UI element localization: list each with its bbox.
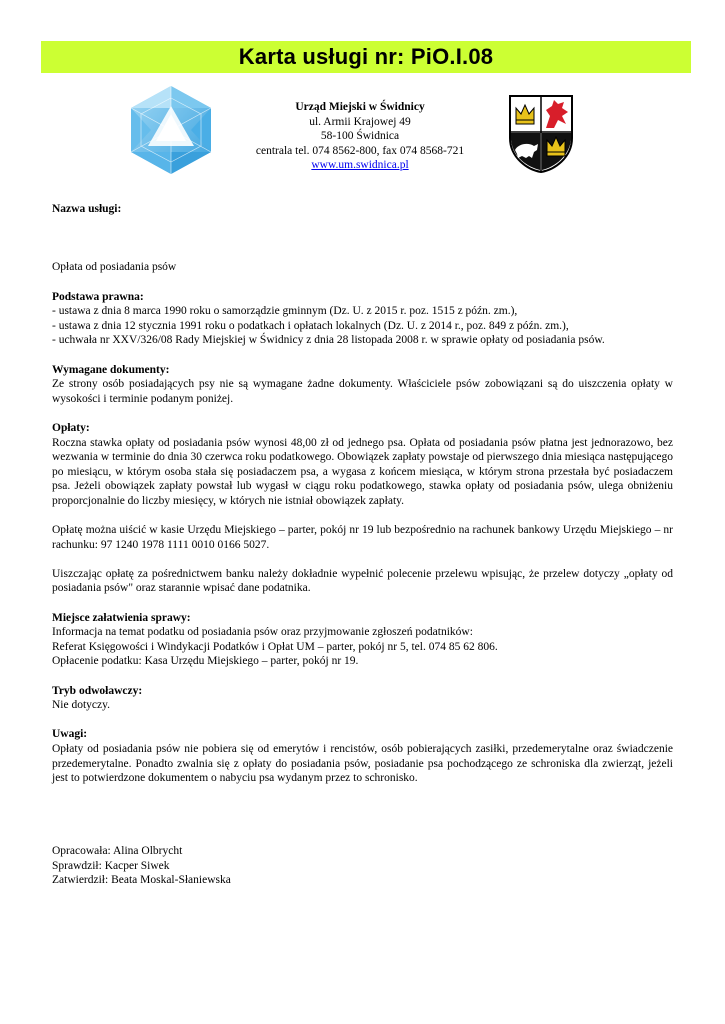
appeal-label: Tryb odwoławczy: — [52, 684, 143, 697]
service-name-value: Opłata od posiadania psów — [52, 261, 177, 274]
office-street: ul. Armii Krajowej 49 — [309, 115, 411, 128]
place-line: Opłacenie podatku: Kasa Urzędu Miejskiego – parter, pokój nr 19. — [52, 655, 359, 668]
office-address-block — [230, 100, 490, 173]
legal-basis-item: - ustawa z dnia 8 marca 1990 roku o samorządzie gminnym (Dz. U. z 2015 r. poz. 1515 z późn. zm.), — [52, 305, 518, 318]
coat-of-arms-icon — [508, 94, 574, 174]
signature-prepared: Opracowała: Alina Olbrycht — [52, 845, 183, 858]
required-documents-label: Wymagane dokumenty: — [52, 363, 170, 376]
place-line: Referat Księgowości i Windykacji Podatków i Opłat UM – parter, pokój nr 5, tel. 074 85 62 806. — [52, 640, 498, 653]
notes-text: Opłaty od posiadania psów nie pobiera się od emerytów i rencistów, osób pobierających zasiłki, przedemerytalne oraz świadczenie przedemerytalne. Ponadto zwalnia się z opłaty do posiadania psów, posiadanie psa pochodzącego ze schroniska dla zwierząt, jeżeli jest to potwierdzone dokumentem o nabyciu psa wydanym przez to schronisko. — [52, 742, 673, 785]
place-line: Informacja na temat podatku od posiadania psów oraz przyjmowanie zgłoszeń podatników: — [52, 626, 473, 639]
office-website-link[interactable]: www.um.swidnica.pl — [311, 159, 409, 172]
appeal-text: Nie dotyczy. — [52, 699, 111, 712]
page-title: Karta usługi nr: PiO.I.08 — [238, 44, 494, 69]
required-documents-text: Ze strony osób posiadających psy nie są wymagane żadne dokumenty. Właściciele psów zobowiązani są do uiszczenia opłaty w wysokości i terminie podanym poniżej. — [52, 378, 673, 405]
office-phone: centrala tel. 074 8562-800, fax 074 8568-721 — [255, 144, 465, 157]
fees-paragraph-1: Roczna stawka opłaty od posiadania psów wynosi 48,00 zł od jednego psa. Opłata od posiadania psów płatna jest jednorazowo, bez wezwania w terminie do dnia 30 czerwca roku podatkowego. Obowiązek zapłaty powstaje od pierwszego dnia miesiąca następującego po miesiącu, w którym osoba stała się posiadaczem psa, a wygasa z końcem miesiąca, w którym strona przestała być posiadaczem psa. Jeżeli obowiązek zapłaty powstał lub wygasł w ciągu roku podatkowego, stawka opłaty od posiadania psów, ulega obniżeniu proporcjonalnie do liczby miesięcy, w których nie istniał obowiązek zapłaty. — [52, 436, 673, 507]
legal-basis-item: - uchwała nr XXV/326/08 Rady Miejskiej w Świdnicy z dnia 28 listopada 2008 r. w sprawie opłaty od posiadania psów. — [52, 334, 605, 347]
fees-paragraph-3: Uiszczając opłatę za pośrednictwem banku należy dokładnie wypełnić polecenie przelewu wpisując, że przelew dotyczy „opłaty od posiadania psów" oraz starannie wpisać dane podatnika. — [52, 567, 673, 595]
place-label: Miejsce załatwienia sprawy: — [52, 611, 191, 624]
service-card-content — [52, 202, 673, 888]
signature-checked: Sprawdził: Kacper Siwek — [52, 859, 170, 872]
service-name-label: Nazwa usługi: — [52, 203, 122, 215]
title-bar — [41, 41, 691, 73]
signature-approved: Zatwierdził: Beata Moskal-Słaniewska — [52, 874, 231, 887]
hexagon-crystal-logo-icon — [128, 84, 214, 176]
notes-label: Uwagi: — [52, 728, 88, 741]
office-name: Urząd Miejski w Świdnicy — [295, 101, 425, 113]
legal-basis-label: Podstawa prawna: — [52, 290, 144, 303]
office-city: 58-100 Świdnica — [320, 130, 400, 143]
legal-basis-item: - ustawa z dnia 12 stycznia 1991 roku o podatkach i opłatach lokalnych (Dz. U. z 2014 r., poz. 849 z późn. zm.), — [52, 319, 569, 332]
fees-paragraph-2: Opłatę można uiścić w kasie Urzędu Miejskiego – parter, pokój nr 19 lub bezpośrednio na rachunek bankowy Urzędu Miejskiego – nr rachunku: 97 1240 1978 1111 0010 0166 5027. — [52, 524, 673, 551]
fees-label: Opłaty: — [52, 421, 90, 434]
